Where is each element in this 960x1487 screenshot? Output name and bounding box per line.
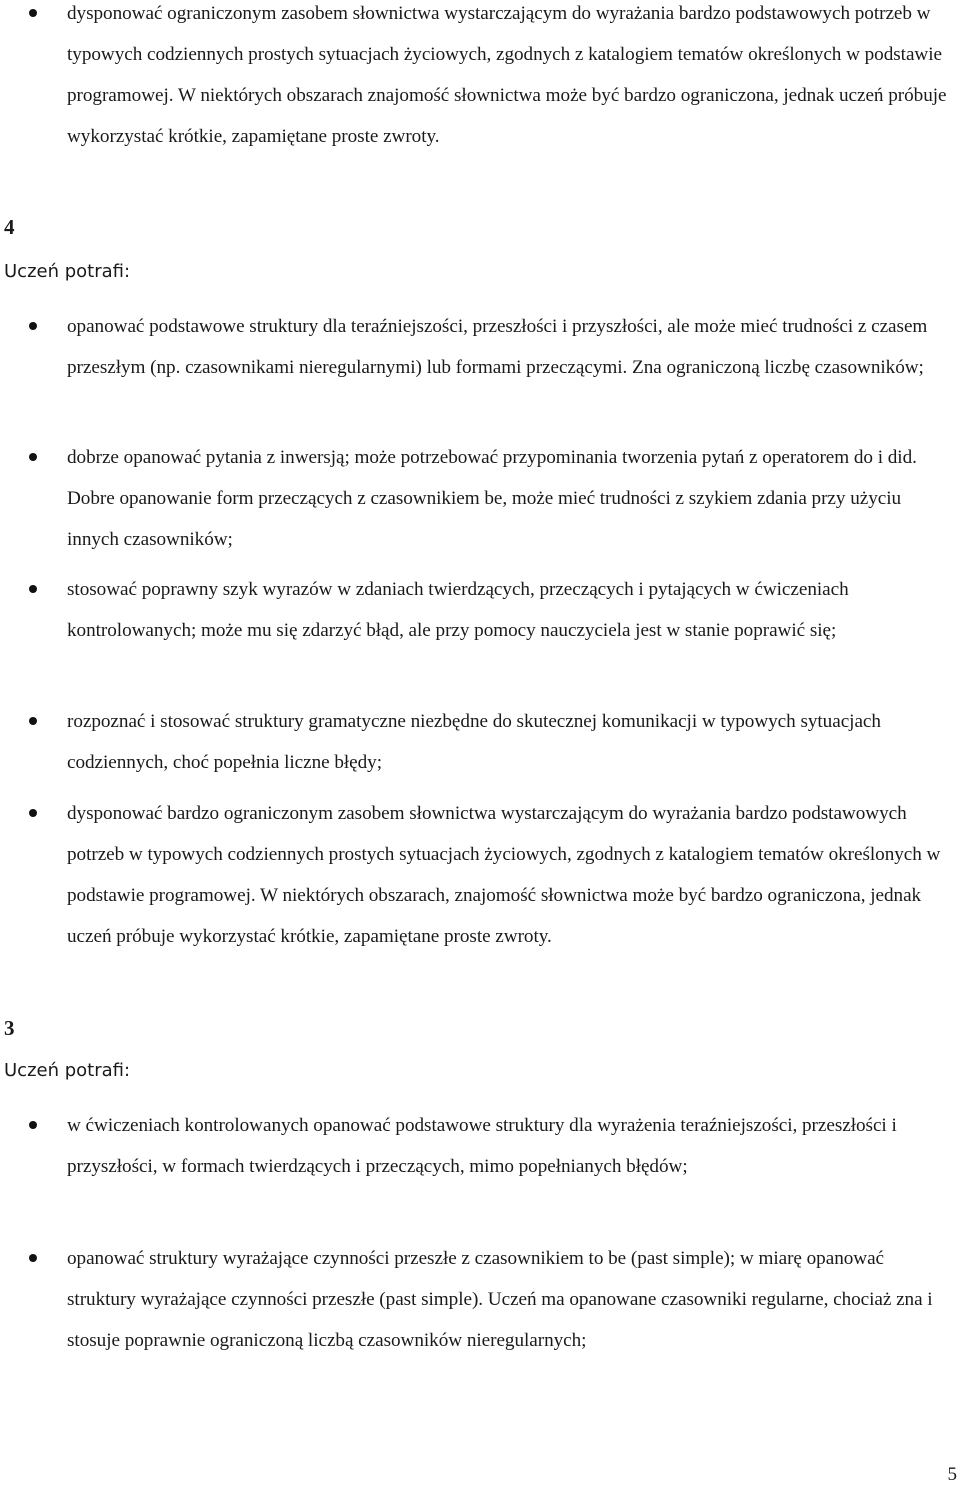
bullet-icon (29, 9, 37, 17)
grade-intro-text: Uczeń potrafi: (4, 261, 131, 282)
list-item: opanować struktury wyrażające czynności przeszłe z czasownikiem to be (past simple); w miarę opanować struktury wyrażające czynności przeszłe (past simple). Uczeń ma opanowane czasowniki regularne, chociaż zna i stosuje poprawnie ograniczoną liczbą czasowników nieregularnych; (67, 1248, 933, 1351)
grade-intro-text: Uczeń potrafi: (4, 1060, 131, 1081)
grade-level-heading: 3 (4, 1016, 15, 1040)
bullet-icon (29, 809, 37, 817)
bullet-icon (29, 322, 37, 330)
page-number: 5 (947, 1464, 957, 1485)
bullet-icon (29, 1254, 37, 1262)
list-item: rozpoznać i stosować struktury gramatyczne niezbędne do skutecznej komunikacji w typowych sytuacjach codziennych, choć popełnia liczne błędy; (67, 711, 881, 773)
bullet-icon (29, 585, 37, 593)
list-item: dysponować bardzo ograniczonym zasobem słownictwa wystarczającym do wyrażania bardzo podstawowych potrzeb w typowych codziennych prostych sytuacjach życiowych, zgodnych z katalogiem tematów określonych w podstawie programowej. W niektórych obszarach, znajomość słownictwa może być bardzo ograniczona, jednak uczeń próbuje wykorzystać krótkie, zapamiętane proste zwroty. (67, 803, 941, 947)
list-item: dobrze opanować pytania z inwersją; może potrzebować przypominania tworzenia pytań z operatorem do i did. Dobre opanowanie form przeczących z czasownikiem be, może mieć trudności z szykiem zdania przy użyciu innych czasowników; (67, 447, 917, 550)
list-item: w ćwiczeniach kontrolowanych opanować podstawowe struktury dla wyrażenia teraźniejszości, przeszłości i przyszłości, w formach twierdzących i przeczących, mimo popełnianych błędów; (67, 1115, 897, 1177)
bullet-icon (29, 717, 37, 725)
bullet-icon (29, 1121, 37, 1129)
list-item: dysponować ograniczonym zasobem słownictwa wystarczającym do wyrażania bardzo podstawowych potrzeb w typowych codziennych prostych sytuacjach życiowych, zgodnych z katalogiem tematów określonych w podstawie programowej. W niektórych obszarach znajomość słownictwa może być bardzo ograniczona, jednak uczeń próbuje wykorzystać krótkie, zapamiętane proste zwroty. (67, 3, 947, 147)
list-item: opanować podstawowe struktury dla teraźniejszości, przeszłości i przyszłości, ale może mieć trudności z czasem przeszłym (np. czasownikami nieregularnymi) lub formami przeczącymi. Zna ograniczoną liczbę czasowników; (67, 316, 928, 378)
list-item: stosować poprawny szyk wyrazów w zdaniach twierdzących, przeczących i pytających w ćwiczeniach kontrolowanych; może mu się zdarzyć błąd, ale przy pomocy nauczyciela jest w stanie poprawić się; (67, 579, 849, 641)
bullet-icon (29, 453, 37, 461)
grade-level-heading: 4 (4, 215, 15, 239)
